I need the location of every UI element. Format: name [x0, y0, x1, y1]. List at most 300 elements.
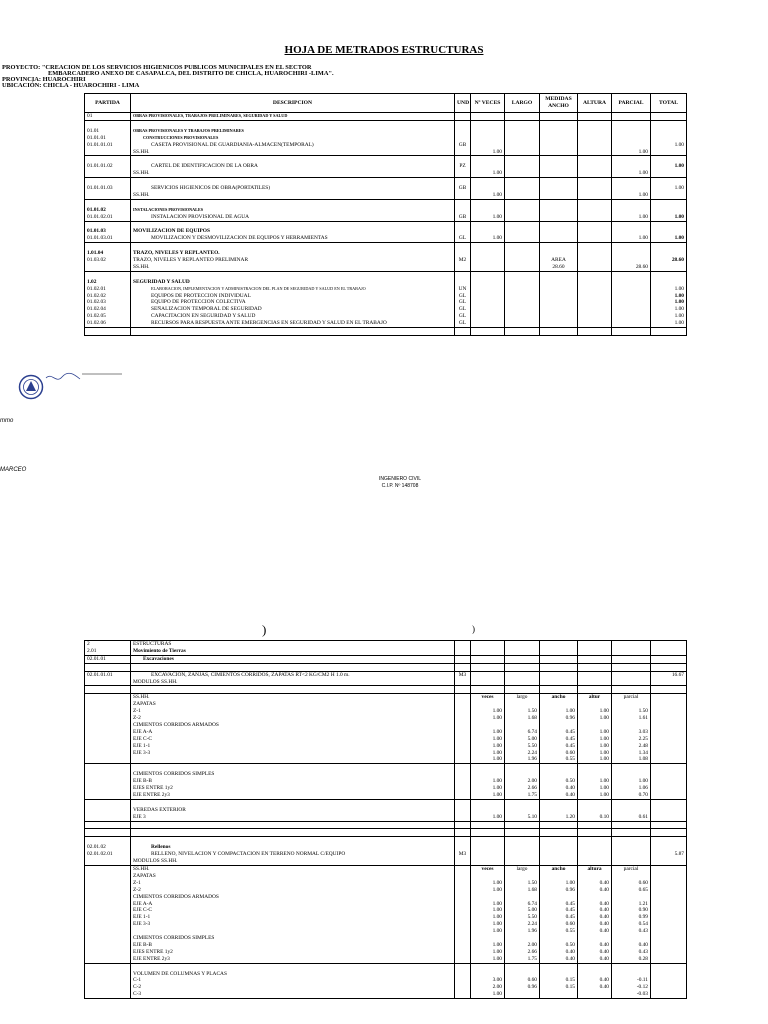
cell-ancho: ancho [540, 694, 578, 701]
cell-parcial: parcial [612, 694, 651, 701]
table-row [85, 977, 687, 984]
cell-parcial: 0.28 [612, 956, 651, 963]
cell-descripcion [131, 821, 455, 829]
cell-descripcion: EJE A-A [131, 901, 455, 908]
table-row [85, 320, 687, 327]
cell-partida [85, 807, 131, 814]
table-row [85, 306, 687, 313]
cell-largo [505, 686, 540, 694]
cell-total [651, 192, 687, 199]
table-row [85, 250, 687, 257]
cell-total [651, 178, 687, 185]
cell-largo [505, 894, 540, 901]
cell-total [651, 887, 687, 894]
cell-ancho [540, 671, 578, 678]
cell-parcial: 28.60 [612, 264, 651, 271]
cell-ancho: 0.45 [540, 914, 578, 921]
cell-und [455, 701, 471, 708]
cell-ancho [540, 306, 578, 313]
cell-veces: 1.00 [471, 708, 505, 715]
cell-largo [505, 701, 540, 708]
cell-veces [471, 135, 505, 142]
cell-altura: 0.10 [578, 814, 612, 821]
cell-und [455, 949, 471, 956]
cell-veces [471, 313, 505, 320]
cell-veces: 1.00 [471, 778, 505, 785]
cell-und [455, 199, 471, 206]
cell-parcial [612, 858, 651, 865]
table-row [85, 799, 687, 806]
cell-und [455, 907, 471, 914]
cell-und [455, 228, 471, 235]
cell-parcial: 1.21 [612, 901, 651, 908]
cell-altura: altura [578, 865, 612, 872]
cell-altura [578, 199, 612, 206]
cell-und [455, 663, 471, 671]
cell-und [455, 901, 471, 908]
cell-partida [85, 715, 131, 722]
cell-veces [471, 299, 505, 306]
cell-veces [471, 663, 505, 671]
cell-total [651, 807, 687, 814]
table-row [85, 949, 687, 956]
cell-altura [578, 293, 612, 300]
cell-descripcion: EJES ENTRE 1y2 [131, 949, 455, 956]
cell-parcial [612, 279, 651, 286]
cell-parcial: 2.48 [612, 743, 651, 750]
cell-total [651, 686, 687, 694]
cell-largo [505, 185, 540, 192]
cell-altura: 0.40 [578, 880, 612, 887]
cell-largo [505, 250, 540, 257]
cell-partida: 01.01.03 [85, 228, 131, 235]
cell-veces: 1.00 [471, 729, 505, 736]
cell-veces: 1.00 [471, 792, 505, 799]
cell-ancho: 0.40 [540, 792, 578, 799]
cell-altura [578, 837, 612, 844]
cell-partida [85, 865, 131, 872]
table-row [85, 701, 687, 708]
table-row [85, 756, 687, 763]
cell-largo [505, 851, 540, 858]
cell-und [455, 991, 471, 998]
cell-partida [85, 956, 131, 963]
table-row [85, 221, 687, 228]
cell-und [455, 686, 471, 694]
cell-descripcion: MODULOS SS.HH. [131, 679, 455, 686]
cell-partida [85, 991, 131, 998]
cell-descripcion: CONSTRUCCIONES PROVISIONALES [131, 135, 455, 142]
table-row [85, 170, 687, 177]
cell-parcial: 1.00 [612, 192, 651, 199]
table-row [85, 271, 687, 278]
cell-veces [471, 306, 505, 313]
table-row [85, 149, 687, 156]
cell-ancho [540, 837, 578, 844]
cell-veces [471, 655, 505, 663]
cell-largo [505, 641, 540, 648]
cell-veces [471, 641, 505, 648]
cell-total [651, 729, 687, 736]
cell-total [651, 984, 687, 991]
cell-ancho: 0.15 [540, 977, 578, 984]
cell-largo [505, 235, 540, 242]
cell-descripcion [131, 799, 455, 806]
cell-total [651, 228, 687, 235]
cell-und [455, 328, 471, 336]
signature-cip: C.I.P. Nº 148708 [381, 482, 419, 489]
cell-und [455, 207, 471, 214]
cell-partida: 01.02.06 [85, 320, 131, 327]
cell-descripcion: Z-1 [131, 708, 455, 715]
cell-parcial [612, 821, 651, 829]
cell-veces [471, 128, 505, 135]
cell-altura: 1.00 [578, 736, 612, 743]
cell-ancho: 28.60 [540, 264, 578, 271]
cell-largo [505, 142, 540, 149]
cell-ancho: 0.45 [540, 901, 578, 908]
cell-altura [578, 221, 612, 228]
cell-ancho [540, 243, 578, 250]
cell-parcial [612, 663, 651, 671]
cell-ancho: 0.96 [540, 887, 578, 894]
cell-partida: 1.01.04 [85, 250, 131, 257]
cell-largo: 1.75 [505, 956, 540, 963]
table-row [85, 844, 687, 851]
cell-descripcion: SS.HH. [131, 865, 455, 872]
cell-total [651, 865, 687, 872]
cell-largo [505, 170, 540, 177]
cell-largo: 1.96 [505, 928, 540, 935]
cell-total [651, 243, 687, 250]
cell-partida [85, 935, 131, 942]
cell-veces: 1.00 [471, 901, 505, 908]
cell-ancho [540, 149, 578, 156]
cell-altura: 0.40 [578, 984, 612, 991]
cell-descripcion: SS.HH. [131, 149, 455, 156]
cell-und [455, 844, 471, 851]
cell-und: GB [455, 142, 471, 149]
table-row [85, 771, 687, 778]
cell-largo [505, 771, 540, 778]
cell-altura [578, 170, 612, 177]
cell-total [651, 991, 687, 998]
cell-veces [471, 851, 505, 858]
cell-und [455, 756, 471, 763]
cell-ancho: 1.00 [540, 708, 578, 715]
table-row [85, 837, 687, 844]
table-row [85, 708, 687, 715]
cell-partida [85, 756, 131, 763]
cell-parcial: 0.61 [612, 814, 651, 821]
cell-altura [578, 306, 612, 313]
cell-descripcion [131, 764, 455, 771]
cell-veces [471, 935, 505, 942]
cell-altura [578, 156, 612, 163]
table-row [85, 648, 687, 655]
table-row [85, 963, 687, 970]
cell-und [455, 694, 471, 701]
cell-largo [505, 299, 540, 306]
cell-partida [85, 873, 131, 880]
cell-largo: 2.00 [505, 942, 540, 949]
cell-und: GL [455, 313, 471, 320]
table-row [85, 821, 687, 829]
cell-total [651, 844, 687, 851]
cell-parcial [612, 935, 651, 942]
cell-altura [578, 149, 612, 156]
cell-ancho [540, 799, 578, 806]
cell-parcial: -0.03 [612, 991, 651, 998]
cell-altura [578, 286, 612, 293]
cell-descripcion [131, 178, 455, 185]
cell-descripcion: MOVILIZACION Y DESMOVILIZACION DE EQUIPOS Y HERRAMIENTAS [131, 235, 455, 242]
cell-total [651, 170, 687, 177]
cell-partida [85, 887, 131, 894]
table-row [85, 729, 687, 736]
cell-descripcion: EJE 3-3 [131, 921, 455, 928]
cell-veces: 1.00 [471, 785, 505, 792]
cell-descripcion: SS.HH. [131, 694, 455, 701]
cell-und [455, 655, 471, 663]
cell-und [455, 865, 471, 872]
cell-parcial [612, 250, 651, 257]
cell-largo: 5.10 [505, 814, 540, 821]
cell-ancho [540, 686, 578, 694]
cell-ancho [540, 113, 578, 121]
table-row [85, 880, 687, 887]
table-row [85, 293, 687, 300]
cell-ancho [540, 655, 578, 663]
cell-ancho [540, 135, 578, 142]
col-header-altura: ALTURA [578, 94, 612, 113]
cell-veces [471, 971, 505, 978]
cell-descripcion [131, 963, 455, 970]
table-row [85, 743, 687, 750]
cell-veces [471, 858, 505, 865]
cell-altura [578, 142, 612, 149]
cell-largo [505, 293, 540, 300]
cell-largo: 0.96 [505, 984, 540, 991]
table-row [85, 207, 687, 214]
cell-parcial [612, 299, 651, 306]
cell-largo: 1.75 [505, 792, 540, 799]
table-row [85, 971, 687, 978]
cell-total: 1.00 [651, 320, 687, 327]
cell-partida: 01.01.01.01 [85, 142, 131, 149]
table-row [85, 901, 687, 908]
cell-total [651, 663, 687, 671]
cell-descripcion: EJE 3 [131, 814, 455, 821]
cell-largo: 6.74 [505, 901, 540, 908]
cell-veces: 1.00 [471, 756, 505, 763]
cell-parcial [612, 764, 651, 771]
cell-total: 16.67 [651, 671, 687, 678]
cell-ancho: 0.96 [540, 715, 578, 722]
cell-partida [85, 199, 131, 206]
cell-altura [578, 858, 612, 865]
cell-und [455, 894, 471, 901]
cell-ancho [540, 214, 578, 221]
cell-veces: 1.00 [471, 192, 505, 199]
cell-ancho: 0.55 [540, 756, 578, 763]
cell-largo: 1.50 [505, 880, 540, 887]
table-row [85, 299, 687, 306]
cell-largo: 0.60 [505, 977, 540, 984]
cell-total [651, 113, 687, 121]
table-row [85, 807, 687, 814]
cell-veces [471, 799, 505, 806]
cell-und: PZ [455, 163, 471, 170]
cell-total [651, 271, 687, 278]
cell-und [455, 956, 471, 963]
cell-ancho [540, 971, 578, 978]
cell-altura [578, 971, 612, 978]
cell-largo: 2.00 [505, 778, 540, 785]
cell-parcial [612, 178, 651, 185]
cell-partida [85, 792, 131, 799]
cell-ancho [540, 648, 578, 655]
cell-partida: 01.01.01.03 [85, 185, 131, 192]
cell-parcial [612, 113, 651, 121]
cell-descripcion [131, 221, 455, 228]
cell-largo [505, 313, 540, 320]
cell-und [455, 192, 471, 199]
table-row [85, 235, 687, 242]
cell-largo [505, 858, 540, 865]
cell-descripcion [131, 837, 455, 844]
cell-ancho [540, 271, 578, 278]
cell-partida [85, 149, 131, 156]
cell-descripcion: Z-2 [131, 887, 455, 894]
header-proyecto-cont: EMBARCADERO ANEXO DE CASAPALCA, DEL DISTRITO DE CHICLA, HUAROCHIRI -LIMA". [48, 70, 334, 77]
cell-und [455, 858, 471, 865]
cell-und: M3 [455, 671, 471, 678]
cell-descripcion: VEREDAS EXTERIOR [131, 807, 455, 814]
cell-ancho [540, 844, 578, 851]
cell-und [455, 778, 471, 785]
cell-descripcion: EJE ENTRE 2y3 [131, 792, 455, 799]
cell-und: M3 [455, 851, 471, 858]
cell-parcial [612, 306, 651, 313]
cell-ancho: AREA [540, 257, 578, 264]
cell-total [651, 778, 687, 785]
col-header-descripcion: DESCRIPCION [131, 94, 455, 113]
cell-descripcion: EQUIPOS DE PROTECCION INDIVIDUAL [131, 293, 455, 300]
cell-partida [85, 722, 131, 729]
table-row [85, 655, 687, 663]
cell-largo [505, 128, 540, 135]
table-row [85, 935, 687, 942]
cell-parcial [612, 135, 651, 142]
cell-largo [505, 722, 540, 729]
cell-partida [85, 907, 131, 914]
table-row [85, 113, 687, 121]
cell-total [651, 722, 687, 729]
cell-largo [505, 120, 540, 127]
cell-parcial [612, 722, 651, 729]
metrados-table-provisionales [84, 93, 687, 336]
cell-largo [505, 663, 540, 671]
cell-largo [505, 764, 540, 771]
cell-descripcion: Movimiento de Tierras [131, 648, 455, 655]
cell-partida [85, 880, 131, 887]
cell-parcial [612, 228, 651, 235]
cell-partida [85, 921, 131, 928]
cell-altura [578, 648, 612, 655]
cell-largo [505, 279, 540, 286]
cell-total: 1.00 [651, 142, 687, 149]
signature-scribble-icon [44, 372, 124, 384]
cell-veces: 1.00 [471, 907, 505, 914]
cell-total [651, 977, 687, 984]
cell-partida [85, 120, 131, 127]
cell-ancho [540, 873, 578, 880]
cell-ancho [540, 156, 578, 163]
cell-largo [505, 306, 540, 313]
cell-veces [471, 113, 505, 121]
table-row [85, 142, 687, 149]
cell-largo: 1.68 [505, 887, 540, 894]
cell-altura [578, 641, 612, 648]
cell-ancho [540, 192, 578, 199]
cell-veces: veces [471, 865, 505, 872]
cell-parcial [612, 199, 651, 206]
cell-veces: 1.00 [471, 235, 505, 242]
table-row [85, 120, 687, 127]
cell-descripcion: TRAZO, NIVELES Y REPLANTEO. [131, 250, 455, 257]
cell-partida [85, 977, 131, 984]
cell-parcial [612, 894, 651, 901]
cell-ancho [540, 299, 578, 306]
cell-altura: 0.40 [578, 901, 612, 908]
cell-partida [85, 663, 131, 671]
cell-partida: 02.01.02 [85, 844, 131, 851]
cell-ancho: 0.45 [540, 907, 578, 914]
cell-veces [471, 894, 505, 901]
table-row [85, 942, 687, 949]
cell-total [651, 250, 687, 257]
signature-block [340, 476, 460, 489]
cell-partida: 02.01.01.01 [85, 671, 131, 678]
table-row [85, 914, 687, 921]
cell-altura [578, 722, 612, 729]
cell-veces [471, 228, 505, 235]
cell-veces [471, 648, 505, 655]
table-row [85, 257, 687, 264]
cell-ancho: ancho [540, 865, 578, 872]
cell-partida: 2.01 [85, 648, 131, 655]
cell-parcial [612, 286, 651, 293]
cell-partida [85, 243, 131, 250]
cell-largo: 2.66 [505, 949, 540, 956]
cell-largo [505, 207, 540, 214]
cell-und [455, 984, 471, 991]
cell-veces [471, 671, 505, 678]
cell-largo [505, 963, 540, 970]
cell-ancho [540, 279, 578, 286]
cell-veces: 1.00 [471, 750, 505, 757]
cell-descripcion [131, 271, 455, 278]
cell-descripcion: Rellenos [131, 844, 455, 851]
cell-und [455, 807, 471, 814]
table-row [85, 785, 687, 792]
cell-altura [578, 271, 612, 278]
table-row [85, 135, 687, 142]
cell-largo [505, 221, 540, 228]
cell-descripcion: ZAPATAS [131, 701, 455, 708]
cell-total [651, 641, 687, 648]
